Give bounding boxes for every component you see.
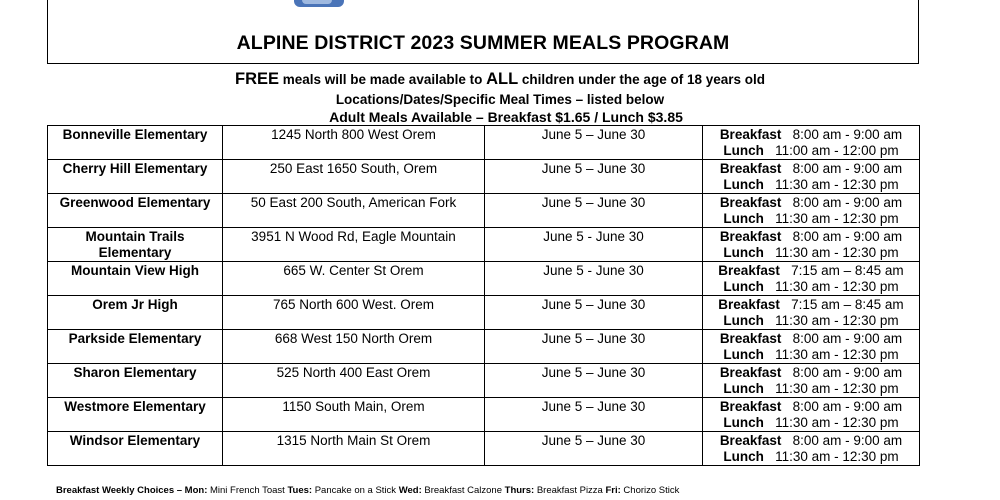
meal-dates: June 5 – June 30 (485, 330, 703, 364)
intro-text-1: meals will be made available to (279, 72, 487, 87)
lunch-label: Lunch (723, 313, 764, 328)
lunch-hours: 11:30 am - 12:30 pm (775, 381, 899, 396)
intro-line-adult-meals: Adult Meals Available – Breakfast $1.65 / Lunch $3.85 (329, 109, 683, 125)
breakfast-hours: 7:15 am – 8:45 am (791, 297, 904, 312)
school-name: Sharon Elementary (48, 364, 223, 398)
breakfast-hours: 8:00 am - 9:00 am (792, 433, 903, 448)
footer-item-thurs: Breakfast Pizza (534, 485, 606, 496)
school-name: Parkside Elementary (48, 330, 223, 364)
breakfast-hours: 8:00 am - 9:00 am (792, 331, 903, 346)
footer-day-mon: Mon: (184, 485, 208, 496)
breakfast-label: Breakfast (719, 399, 782, 414)
breakfast-label: Breakfast (718, 297, 780, 312)
meal-times (703, 330, 920, 364)
breakfast-label: Breakfast (719, 433, 782, 448)
meal-times (703, 194, 920, 228)
lunch-time (705, 313, 917, 329)
lunch-label: Lunch (723, 279, 764, 294)
meal-times (703, 228, 920, 262)
lunch-time (705, 143, 917, 159)
lunch-hours: 11:30 am - 12:30 pm (775, 449, 899, 464)
lunch-hours: 11:30 am - 12:30 pm (775, 415, 899, 430)
school-address: 765 North 600 West. Orem (223, 296, 485, 330)
breakfast-time (705, 399, 917, 415)
breakfast-weekly-choices (56, 485, 679, 496)
breakfast-time (705, 229, 917, 245)
intro-line-locations: Locations/Dates/Specific Meal Times – listed below (335, 92, 665, 107)
footer-item-mon: Mini French Toast (207, 485, 288, 496)
breakfast-time (705, 263, 917, 279)
lunch-time (705, 279, 917, 295)
breakfast-time (705, 127, 917, 143)
breakfast-label: Breakfast (719, 127, 782, 142)
meal-times (703, 364, 920, 398)
lunch-time (705, 211, 917, 227)
breakfast-label: Breakfast (719, 365, 782, 380)
lunch-label: Lunch (723, 347, 764, 362)
breakfast-time (705, 365, 917, 381)
school-name: Orem Jr High (48, 296, 223, 330)
lunch-label: Lunch (723, 177, 764, 192)
title-box (47, 0, 919, 64)
lunch-time (705, 177, 917, 193)
lunch-time (705, 381, 917, 397)
meal-dates: June 5 - June 30 (485, 262, 703, 296)
meal-dates: June 5 – June 30 (485, 296, 703, 330)
breakfast-time (705, 331, 917, 347)
table-row (48, 364, 920, 398)
school-address: 665 W. Center St Orem (223, 262, 485, 296)
lunch-hours: 11:30 am - 12:30 pm (775, 347, 899, 362)
lunch-label: Lunch (723, 245, 764, 260)
meal-times (703, 126, 920, 160)
meal-dates: June 5 – June 30 (485, 432, 703, 466)
school-name: Mountain Trails Elementary (48, 228, 223, 262)
lunch-hours: 11:30 am - 12:30 pm (775, 279, 899, 294)
footer-item-wed: Breakfast Calzone (421, 485, 505, 496)
meal-dates: June 5 - June 30 (485, 228, 703, 262)
table-row (48, 296, 920, 330)
breakfast-hours: 7:15 am – 8:45 am (791, 263, 904, 278)
meal-times (703, 296, 920, 330)
table-row (48, 262, 920, 296)
breakfast-hours: 8:00 am - 9:00 am (792, 127, 903, 142)
breakfast-hours: 8:00 am - 9:00 am (792, 161, 903, 176)
lunch-hours: 11:00 am - 12:00 pm (775, 143, 899, 158)
meal-schedule-table (47, 125, 920, 466)
table-row (48, 194, 920, 228)
breakfast-hours: 8:00 am - 9:00 am (792, 195, 903, 210)
breakfast-label: Breakfast (719, 161, 782, 176)
meal-times (703, 398, 920, 432)
school-name: Westmore Elementary (48, 398, 223, 432)
table-row (48, 228, 920, 262)
school-address: 525 North 400 East Orem (223, 364, 485, 398)
school-name: Bonneville Elementary (48, 126, 223, 160)
breakfast-label: Breakfast (718, 263, 780, 278)
breakfast-label: Breakfast (719, 331, 782, 346)
meal-dates: June 5 – June 30 (485, 126, 703, 160)
all-word: ALL (486, 70, 519, 88)
meal-dates: June 5 – June 30 (485, 160, 703, 194)
school-address: 3951 N Wood Rd, Eagle Mountain (223, 228, 485, 262)
school-address: 1245 North 800 West Orem (223, 126, 485, 160)
table-row (48, 126, 920, 160)
school-address: 1315 North Main St Orem (223, 432, 485, 466)
school-name: Mountain View High (48, 262, 223, 296)
lunch-time (705, 245, 917, 261)
free-word: FREE (234, 70, 279, 88)
lunch-hours: 11:30 am - 12:30 pm (775, 313, 899, 328)
breakfast-hours: 8:00 am - 9:00 am (792, 365, 903, 380)
lunch-time (705, 347, 917, 363)
table-row (48, 398, 920, 432)
lunch-time (705, 449, 917, 465)
school-address: 50 East 200 South, American Fork (223, 194, 485, 228)
lunch-hours: 11:30 am - 12:30 pm (775, 245, 899, 260)
breakfast-label: Breakfast (719, 195, 782, 210)
breakfast-time (705, 433, 917, 449)
breakfast-hours: 8:00 am - 9:00 am (792, 399, 903, 414)
footer-item-fri: Chorizo Stick (620, 485, 680, 496)
breakfast-time (705, 195, 917, 211)
lunch-label: Lunch (723, 211, 764, 226)
intro-line-free (0, 70, 1000, 89)
footer-day-fri: Fri: (605, 485, 621, 496)
meal-dates: June 5 – June 30 (485, 194, 703, 228)
school-name: Greenwood Elementary (48, 194, 223, 228)
breakfast-time (705, 297, 917, 313)
lunch-label: Lunch (723, 415, 764, 430)
breakfast-hours: 8:00 am - 9:00 am (792, 229, 903, 244)
school-address: 1150 South Main, Orem (223, 398, 485, 432)
intro-text-2: children under the age of 18 years old (518, 72, 765, 87)
table-row (48, 432, 920, 466)
table-row (48, 330, 920, 364)
meal-dates: June 5 – June 30 (485, 364, 703, 398)
lunch-label: Lunch (723, 143, 764, 158)
school-name: Cherry Hill Elementary (48, 160, 223, 194)
school-address: 668 West 150 North Orem (223, 330, 485, 364)
footer-label: Breakfast Weekly Choices – (56, 485, 185, 496)
school-address: 250 East 1650 South, Orem (223, 160, 485, 194)
meal-times (703, 432, 920, 466)
page-title: ALPINE DISTRICT 2023 SUMMER MEALS PROGRAM (236, 32, 730, 54)
lunch-hours: 11:30 am - 12:30 pm (775, 177, 899, 192)
breakfast-time (705, 161, 917, 177)
meal-times (703, 160, 920, 194)
lunch-label: Lunch (723, 449, 764, 464)
meal-dates: June 5 – June 30 (485, 398, 703, 432)
school-name: Windsor Elementary (48, 432, 223, 466)
footer-day-wed: Wed: (398, 485, 422, 496)
meal-times (703, 262, 920, 296)
table-row (48, 160, 920, 194)
footer-day-tues: Tues: (287, 485, 313, 496)
footer-item-tues: Pancake on a Stick (312, 485, 399, 496)
footer-day-thurs: Thurs: (504, 485, 535, 496)
lunch-hours: 11:30 am - 12:30 pm (775, 211, 899, 226)
lunch-time (705, 415, 917, 431)
lunch-label: Lunch (723, 381, 764, 396)
breakfast-label: Breakfast (719, 229, 782, 244)
